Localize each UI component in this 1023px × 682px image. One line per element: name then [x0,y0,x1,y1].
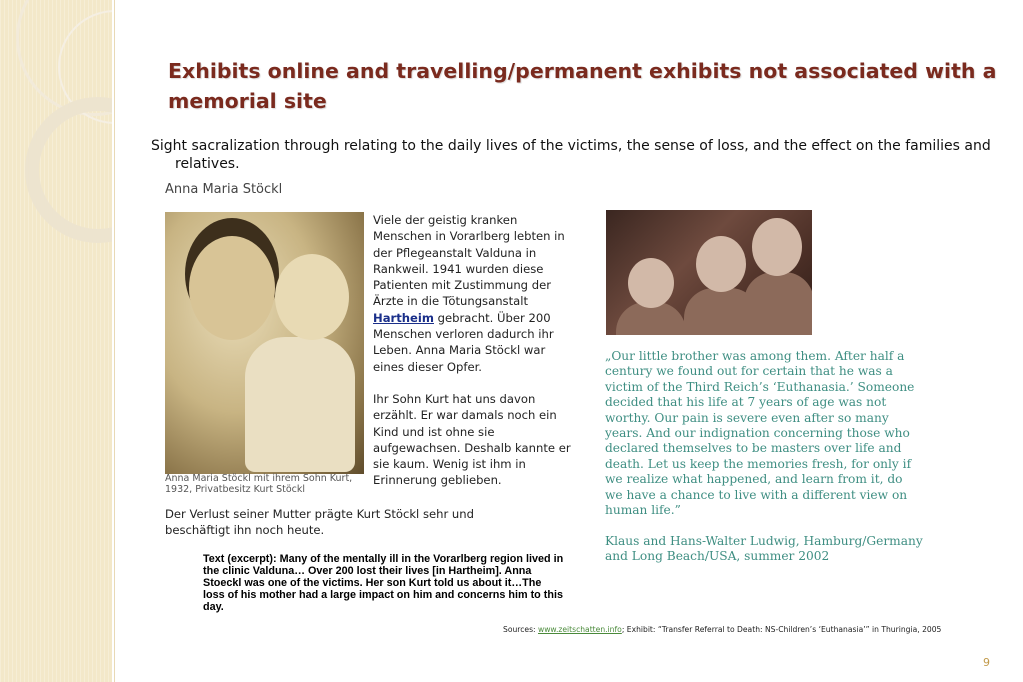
german-exhibit-text [373,212,573,505]
mother-figure [189,236,275,340]
boy-body-right [744,272,812,335]
page-number: 9 [983,656,990,669]
german-paragraph-2: Ihr Sohn Kurt hat uns davon erzählt. Er war damals noch ein Kind und ist ohne sie aufgewachsen. Deshalb kannte er sie kaum. Wenig ist ihm in Erinnerung geblieben. [373,391,571,488]
child-body [245,337,355,472]
slide-title: Exhibits online and travelling/permanent exhibits not associated with a memorial site [168,59,997,113]
german-para1-start: Viele der geistig kranken Menschen in Vorarlberg lebten in der Pflegeanstalt Valduna in Rankweil. 1941 wurden diese Patienten mit Zustimmung der Ärzte in die Tötungsanstalt [373,213,565,309]
sources-line [503,625,973,634]
german-paragraph-3: Der Verlust seiner Mutter prägte Kurt Stöckl sehr und beschäftigt ihn noch heute. [165,507,474,538]
boy-face-left [628,258,674,308]
lead-paragraph [151,137,1001,173]
hartheim-link[interactable]: Hartheim [373,310,434,325]
sources-link[interactable]: www.zeitschatten.info [538,625,622,634]
english-excerpt: Text (excerpt): Many of the mentally ill in the Vorarlberg region lived in the clinic Valduna… Over 200 lost their lives [in Hartheim]. Anna Stoeckl was one of the victims. Her son Kurt told us about it…The loss of his mother had a large impact on him and concerns him to this day. [203,553,564,613]
decorative-side-band [0,0,114,682]
boy-face-right [752,218,802,276]
sources-prefix: Sources: [503,625,539,634]
ludwig-quote: „Our little brother was among them. After half a century we found out for certain that he was a victim of the Third Reich’s ‘Euthanasia.’ Someone decided that his life at 7 years of age was not worthy. Our pain is severe even after so many years. And our indignation concerning those who declared themselves to be masters over life and death. Let us keep the memories fresh, for only if we realize what happened, and learn from it, do we have a chance to live with a different view on human life.” [605,349,915,518]
brothers-photo [606,210,812,335]
boy-face-middle [696,236,746,292]
exhibit-heading: Anna Maria Stöckl [165,182,283,197]
lead-text: Sight sacralization through relating to the daily lives of the victims, the sense of loss, and the effect on the families and relatives. [151,138,991,172]
quote-signature: Klaus and Hans-Walter Ludwig, Hamburg/Germany and Long Beach/USA, summer 2002 [605,534,923,564]
sources-rest: ; Exhibit: “Transfer Referral to Death: NS-Children’s ‘Euthanasia’” in Thuringia, 2005 [621,625,942,634]
german-para1-end: gebracht. Über 200 Menschen verloren dadurch ihr Leben. Anna Maria Stöckl war eines dieser Opfer. [373,310,554,374]
mother-child-photo [165,212,364,474]
photo-caption: Anna Maria Stöckl mit ihrem Sohn Kurt, 1932, Privatbesitz Kurt Stöckl [165,473,353,495]
german-paragraph-1 [373,212,573,375]
child-figure [275,254,349,340]
